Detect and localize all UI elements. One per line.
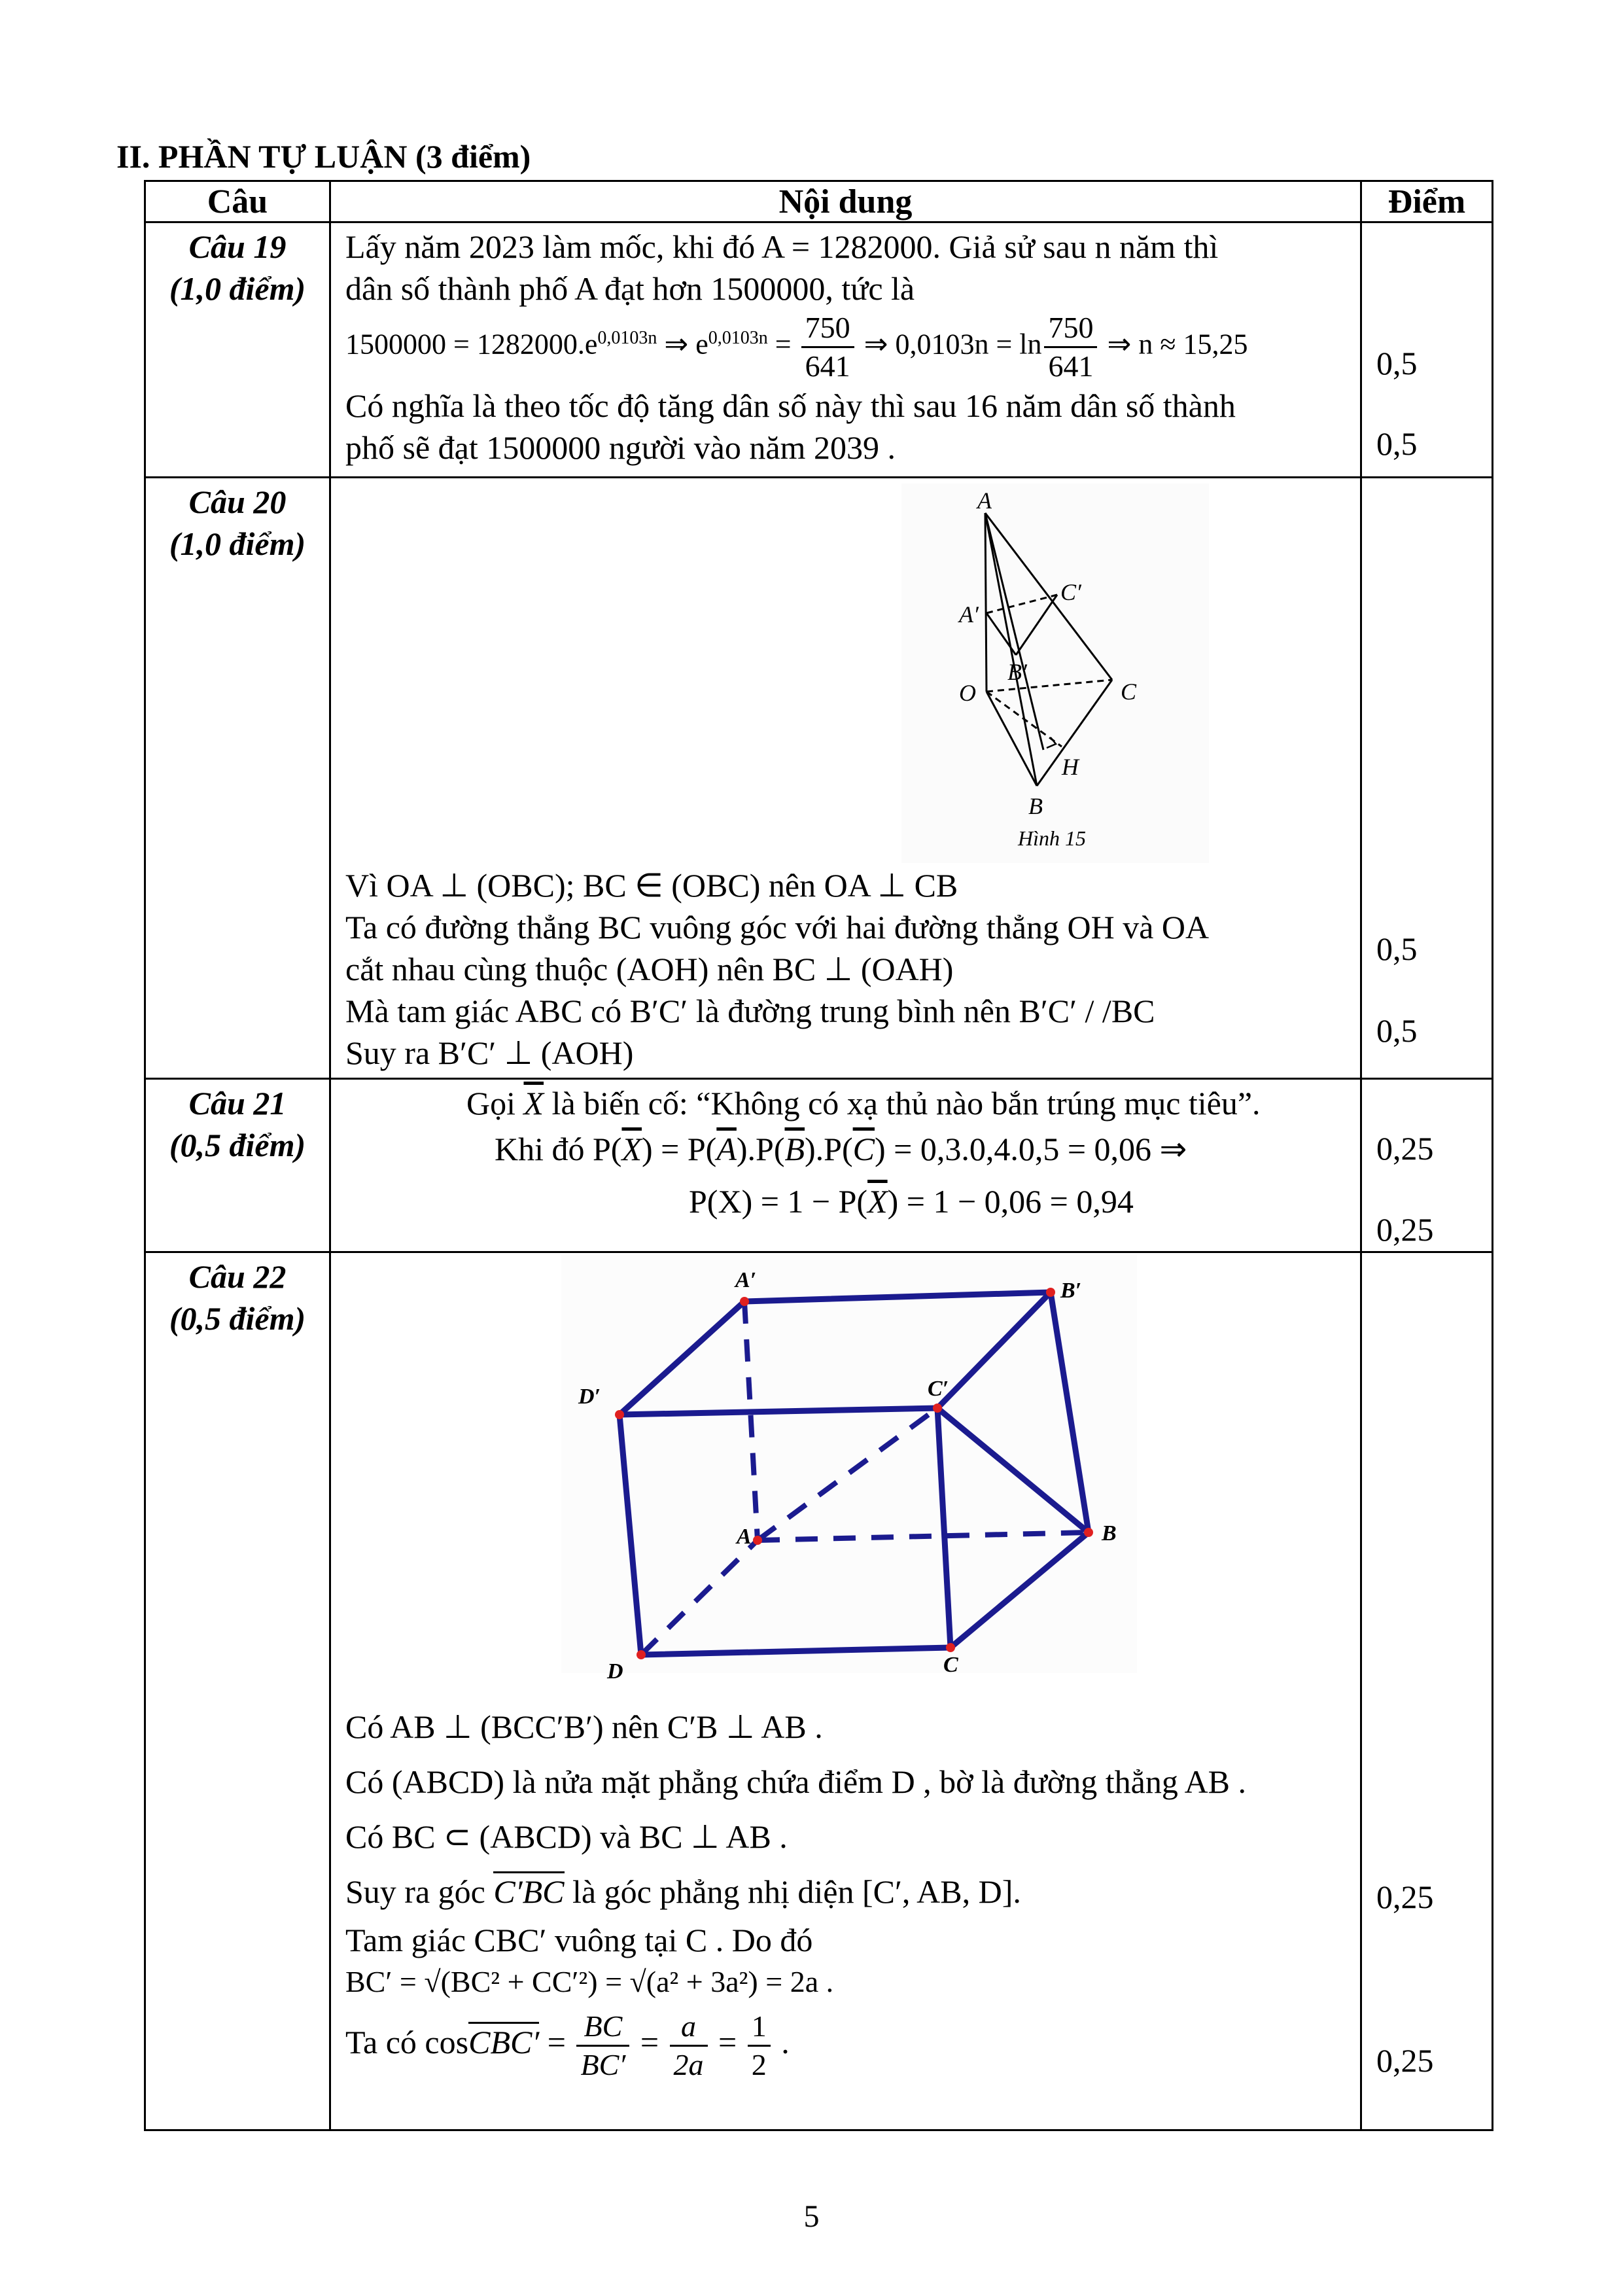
event-complement: $\overline{A}$	[716, 1131, 737, 1167]
question-points: (0,5 điểm)	[169, 1127, 306, 1163]
eq-part: ).P(	[736, 1131, 785, 1167]
denominator: BC′	[580, 2048, 626, 2082]
vertex-point	[1084, 1528, 1093, 1537]
score-value: 0,5	[1376, 930, 1418, 967]
text-line: dân số thành phố A đạt hơn 1500000, tức là	[345, 270, 915, 307]
eq-part: =	[539, 2024, 574, 2060]
answer-content	[330, 222, 1361, 478]
fraction	[801, 309, 854, 385]
vertex-label: C	[943, 1653, 958, 1677]
answer-content	[330, 1252, 1361, 2130]
text-line: Có AB ⊥ (BCC′B′) nên C′B ⊥ AB .	[345, 1708, 823, 1745]
denominator: 641	[1048, 349, 1094, 383]
event-complement: $\overline{B}$	[784, 1131, 805, 1167]
page-number: 5	[803, 2199, 820, 2234]
eq-part: ) = 0,3.0,4.0,5 = 0,06 ⇒	[875, 1131, 1187, 1167]
eq-part: P(X) = 1 − P(	[689, 1183, 868, 1220]
vertex-label: A	[977, 487, 992, 514]
question-cell	[145, 478, 330, 1079]
answer-content	[330, 1079, 1361, 1252]
text-line: Có nghĩa là theo tốc độ tăng dân số này thì sau 16 năm dân số thành	[345, 387, 1236, 424]
text-line: Có BC ⊂ (ABCD) và BC ⊥ AB .	[345, 1818, 788, 1855]
equation-line	[345, 1174, 1347, 1229]
denominator: 641	[805, 349, 850, 383]
vertex-point	[753, 1536, 762, 1545]
figure-caption: Hình 15	[1018, 826, 1086, 850]
col-header-content: Nội dung	[330, 181, 1361, 222]
figure-background	[561, 1254, 1137, 1673]
question-points: (1,0 điểm)	[169, 525, 306, 562]
eq-part: ⇒ 0,0103n = ln	[856, 328, 1042, 361]
event-complement: $\overline{C}$	[852, 1131, 875, 1167]
vertex-point	[740, 1297, 749, 1306]
vertex-label: B	[1102, 1521, 1117, 1545]
equation-line	[345, 309, 1347, 385]
fraction	[1044, 309, 1097, 385]
numerator: 750	[1044, 309, 1097, 348]
table-row	[145, 1079, 1493, 1252]
equation-line: BC′ = √(BC² + CC′²) = √(a² + 3a²) = 2a .	[345, 1965, 834, 1998]
question-cell	[145, 1079, 330, 1252]
text-part: Suy ra góc	[345, 1873, 494, 1910]
score-cell	[1361, 1079, 1493, 1252]
vertex-label: B′	[1060, 1279, 1082, 1303]
question-points: (0,5 điểm)	[169, 1300, 306, 1337]
pyramid-figure	[875, 484, 1215, 863]
table-header-row	[145, 181, 1493, 222]
text-part: Gọi	[466, 1085, 524, 1122]
eq-part: Ta có cos	[345, 2024, 469, 2060]
edge-AO	[985, 513, 986, 692]
vertex-label: C	[1121, 679, 1137, 705]
vertex-point	[933, 1404, 942, 1413]
score-cell	[1361, 1252, 1493, 2130]
text-part: là góc phẳng nhị diện [C′, AB, D].	[564, 1873, 1021, 1910]
table-row	[145, 222, 1493, 478]
vertex-point	[946, 1643, 955, 1652]
score-value: 0,5	[1376, 425, 1418, 462]
event-complement: $\overline{X}$	[867, 1183, 888, 1220]
text-line: phố sẽ đạt 1500000 người vào năm 2039 .	[345, 429, 896, 466]
score-cell	[1361, 478, 1493, 1079]
text-line	[345, 1082, 1347, 1124]
col-header-score: Điểm	[1361, 181, 1493, 222]
eq-part: ⇒ n ≈ 15,25	[1100, 328, 1248, 361]
angle-notation: CBC′	[468, 2022, 539, 2060]
section-heading: II. PHẦN TỰ LUẬN (3 điểm)	[116, 138, 531, 175]
score-value: 0,5	[1376, 1012, 1418, 1049]
eq-part: =	[767, 328, 799, 361]
score-value: 0,25	[1376, 1130, 1434, 1167]
event-complement: $\overline{X}$	[523, 1085, 544, 1122]
equation-line	[345, 1124, 1347, 1174]
equation-line: Ta có cosCBC′ = $\frac{BC}{BC'}$ = $\frac{a}{2a}$ = $\frac{1}{2}$ .	[345, 2003, 1347, 2083]
score-value: 0,25	[1376, 1211, 1434, 1248]
table-row	[145, 1252, 1493, 2130]
table-row	[145, 478, 1493, 1079]
score-value: 0,5	[1376, 345, 1418, 381]
eq-part: ) = 1 − 0,06 = 0,94	[887, 1183, 1134, 1220]
question-title: Câu 20	[188, 484, 287, 520]
text-line: Có (ABCD) là nửa mặt phẳng chứa điểm D , bờ là đường thẳng AB .	[345, 1763, 1247, 1800]
numerator: a	[670, 2008, 708, 2047]
vertex-point	[637, 1650, 646, 1659]
text-line: Tam giác CBC′ vuông tại C . Do đó	[345, 1922, 813, 1958]
vertex-label: O	[959, 680, 976, 706]
eq-part: Khi đó P(	[495, 1131, 622, 1167]
eq-part: ) = P(	[642, 1131, 717, 1167]
score-value: 0,25	[1376, 1879, 1434, 1915]
question-points: (1,0 điểm)	[169, 270, 306, 307]
fraction	[748, 2008, 771, 2083]
event-complement: $\overline{X}$	[621, 1131, 642, 1167]
numerator: 750	[801, 309, 854, 348]
score-cell	[1361, 222, 1493, 478]
vertex-label: C′	[1060, 579, 1081, 605]
text-line: cắt nhau cùng thuộc (AOH) nên BC ⊥ (OAH)	[345, 951, 954, 987]
denominator: 2	[751, 2048, 767, 2082]
eq-part: 1500000 = 1282000.e	[345, 328, 598, 361]
vertex-label: D′	[578, 1385, 601, 1409]
answer-content	[330, 478, 1361, 1079]
numerator: 1	[748, 2008, 771, 2047]
vertex-point	[1046, 1288, 1055, 1297]
eq-exponent: 0,0103n	[708, 327, 768, 348]
question-cell	[145, 1252, 330, 2130]
numerator: BC	[576, 2008, 629, 2047]
prism-figure	[561, 1254, 1137, 1699]
vertex-label: A′	[735, 1268, 757, 1292]
text-line	[345, 1864, 1347, 1919]
text-line: Mà tam giác ABC có B′C′ là đường trung bình nên B′C′ / /BC	[345, 993, 1155, 1029]
answer-table	[144, 180, 1493, 2131]
question-title: Câu 22	[188, 1258, 287, 1295]
vertex-label: C′	[928, 1377, 949, 1401]
text-line: Lấy năm 2023 làm mốc, khi đó A = 1282000. Giả sử sau n năm thì	[345, 228, 1219, 265]
fraction	[576, 2008, 629, 2083]
text-part: là biến cố: “Không có xạ thủ nào bắn trúng mục tiêu”.	[544, 1085, 1261, 1122]
col-header-question: Câu	[145, 181, 330, 222]
denominator: 2a	[673, 2048, 704, 2082]
vertex-label: B′	[1007, 659, 1027, 685]
eq-exponent: 0,0103n	[597, 327, 657, 348]
question-title: Câu 21	[188, 1085, 287, 1122]
text-line: Suy ra B′C′ ⊥ (AOH)	[345, 1034, 634, 1071]
question-title: Câu 19	[188, 228, 287, 265]
vertex-label: A′	[959, 601, 979, 627]
vertex-label: A	[737, 1525, 752, 1549]
vertex-label: B	[1028, 793, 1043, 819]
figure-background	[901, 484, 1209, 863]
vertex-point	[615, 1410, 624, 1419]
vertex-label: D	[607, 1659, 623, 1684]
text-line: Ta có đường thẳng BC vuông góc với hai đường thẳng OH và OA	[345, 909, 1210, 945]
eq-part: ⇒ e	[657, 328, 708, 361]
vertex-label: H	[1062, 754, 1079, 780]
angle-notation: C′BC	[493, 1871, 564, 1910]
eq-part: ).P(	[805, 1131, 853, 1167]
question-cell	[145, 222, 330, 478]
text-line: Vì OA ⊥ (OBC); BC ∈ (OBC) nên OA ⊥ CB	[345, 867, 958, 904]
score-value: 0,25	[1376, 2042, 1434, 2079]
fraction	[670, 2008, 708, 2083]
